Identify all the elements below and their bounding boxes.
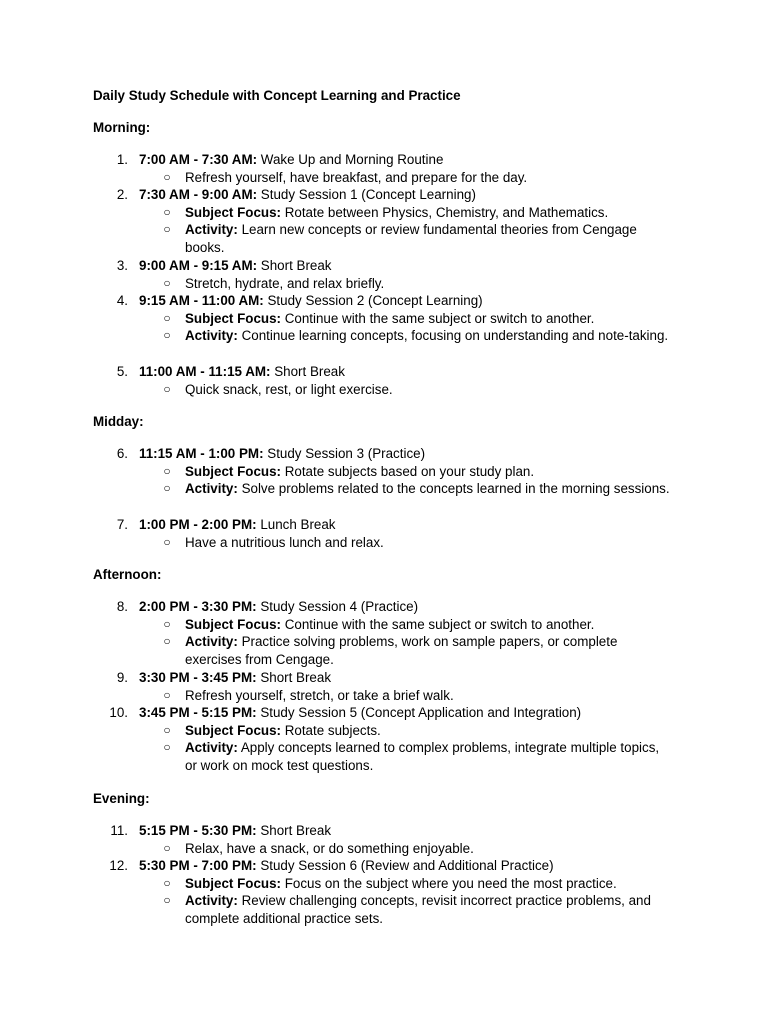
subitem-text: Stretch, hydrate, and relax briefly. (185, 275, 385, 291)
subitem (0, 840, 768, 858)
item-label: Study Session 2 (Concept Learning) (267, 293, 483, 308)
item-number: 10. (109, 705, 128, 720)
subitem-key: Subject Focus: (185, 463, 281, 479)
section-heading-midday: Midday: (93, 414, 144, 429)
item-number: 8. (116, 599, 128, 614)
item-number: 7. (116, 517, 128, 532)
circle-bullet-icon: ○ (163, 740, 171, 755)
item-label: Study Session 1 (Concept Learning) (260, 187, 476, 202)
circle-bullet-icon: ○ (163, 310, 171, 325)
circle-bullet-icon: ○ (163, 481, 171, 496)
subitem-text: Review challenging concepts, revisit incorrect practice problems, and complete additional practice sets. (185, 893, 651, 927)
item-number: 6. (116, 446, 128, 461)
subitem-key: Subject Focus: (185, 875, 281, 891)
item-number: 2. (116, 187, 128, 202)
item-time: 9:15 AM - 11:00 AM: (139, 293, 264, 308)
item-number: 3. (116, 258, 128, 273)
subitem (0, 204, 768, 222)
circle-bullet-icon: ○ (163, 722, 171, 737)
item-number: 9. (116, 670, 128, 685)
subitem-key: Activity: (185, 328, 238, 344)
circle-bullet-icon: ○ (163, 328, 171, 343)
item-label: Lunch Break (260, 517, 336, 532)
subitem-text: Practice solving problems, work on sample papers, or complete exercises from Cengage. (185, 634, 618, 668)
subitem-text: Learn new concepts or review fundamental theories from Cengage books. (185, 222, 637, 256)
item-time: 3:45 PM - 5:15 PM: (139, 705, 257, 720)
item-number: 11. (110, 823, 128, 838)
circle-bullet-icon: ○ (163, 169, 171, 184)
item-heading (139, 257, 332, 275)
circle-bullet-icon: ○ (163, 840, 171, 855)
item-heading (139, 857, 554, 875)
subitem-key: Activity: (185, 634, 238, 650)
circle-bullet-icon: ○ (163, 463, 171, 478)
item-number: 12. (109, 858, 128, 873)
subitem-text: Rotate subjects based on your study plan. (284, 463, 535, 479)
subitem (0, 534, 768, 552)
item-heading (139, 363, 345, 381)
item-time: 7:00 AM - 7:30 AM: (139, 152, 258, 167)
item-time: 11:15 AM - 1:00 PM: (139, 446, 264, 461)
subitem-text: Continue learning concepts, focusing on understanding and note-taking. (241, 328, 669, 344)
subitem-text: Continue with the same subject or switch to another. (284, 310, 595, 326)
subitem (0, 221, 768, 256)
item-time: 3:30 PM - 3:45 PM: (139, 670, 257, 685)
subitem-text: Refresh yourself, stretch, or take a brief walk. (185, 687, 454, 703)
subitem-text: Rotate subjects. (284, 722, 381, 738)
item-time: 1:00 PM - 2:00 PM: (139, 517, 257, 532)
schedule-item (0, 151, 768, 186)
item-label: Short Break (260, 258, 332, 273)
subitem-key: Subject Focus: (185, 310, 281, 326)
schedule-item (0, 186, 768, 257)
subitem-key: Subject Focus: (185, 722, 281, 738)
subitem-key: Activity: (185, 740, 238, 756)
document-title: Daily Study Schedule with Concept Learning and Practice (93, 88, 461, 103)
item-heading (139, 704, 581, 722)
item-time: 5:15 PM - 5:30 PM: (139, 823, 257, 838)
subitem-text: Solve problems related to the concepts learned in the morning sessions. (241, 481, 670, 497)
schedule-item (0, 669, 768, 704)
subitem (0, 310, 768, 328)
schedule-item (0, 445, 768, 498)
item-heading (139, 445, 425, 463)
subitem-text: Focus on the subject where you need the most practice. (284, 875, 617, 891)
subitem-text: Rotate between Physics, Chemistry, and Mathematics. (284, 204, 609, 220)
section-heading-morning: Morning: (93, 120, 151, 135)
item-time: 9:00 AM - 9:15 AM: (139, 258, 258, 273)
subitem-key: Activity: (185, 222, 238, 238)
subitem (0, 616, 768, 634)
schedule-item (0, 257, 768, 292)
item-label: Study Session 6 (Review and Additional Practice) (260, 858, 554, 873)
item-time: 11:00 AM - 11:15 AM: (139, 364, 271, 379)
item-label: Short Break (260, 823, 332, 838)
item-heading (139, 669, 331, 687)
subitem (0, 687, 768, 705)
circle-bullet-icon: ○ (163, 222, 171, 237)
item-heading (139, 186, 476, 204)
subitem (0, 722, 768, 740)
circle-bullet-icon: ○ (163, 204, 171, 219)
item-time: 2:00 PM - 3:30 PM: (139, 599, 257, 614)
item-label: Short Break (260, 670, 332, 685)
subitem (0, 875, 768, 893)
schedule-item (0, 598, 768, 669)
circle-bullet-icon: ○ (163, 634, 171, 649)
subitem (0, 739, 768, 774)
item-number: 1. (116, 152, 128, 167)
item-time: 5:30 PM - 7:00 PM: (139, 858, 257, 873)
circle-bullet-icon: ○ (163, 893, 171, 908)
subitem-key: Subject Focus: (185, 204, 281, 220)
subitem-text: Quick snack, rest, or light exercise. (185, 381, 393, 397)
section-heading-evening: Evening: (93, 791, 150, 806)
item-label: Study Session 3 (Practice) (267, 446, 426, 461)
item-time: 7:30 AM - 9:00 AM: (139, 187, 258, 202)
item-label: Study Session 4 (Practice) (260, 599, 419, 614)
subitem (0, 327, 768, 345)
subitem (0, 169, 768, 187)
circle-bullet-icon: ○ (163, 275, 171, 290)
subitem-text: Relax, have a snack, or do something enjoyable. (185, 840, 474, 856)
subitem-text: Have a nutritious lunch and relax. (185, 534, 384, 550)
subitem-text: Refresh yourself, have breakfast, and prepare for the day. (185, 169, 528, 185)
section-heading-afternoon: Afternoon: (93, 567, 162, 582)
subitem (0, 892, 768, 927)
item-heading (139, 151, 443, 169)
subitem-key: Activity: (185, 481, 238, 497)
subitem-key: Subject Focus: (185, 616, 281, 632)
item-heading (139, 292, 483, 310)
item-heading (139, 516, 336, 534)
circle-bullet-icon: ○ (163, 616, 171, 631)
schedule-item (0, 822, 768, 857)
item-label: Study Session 5 (Concept Application and Integration) (260, 705, 582, 720)
subitem-key: Activity: (185, 893, 238, 909)
subitem (0, 633, 768, 668)
item-label: Short Break (274, 364, 345, 379)
item-number: 4. (116, 293, 128, 308)
schedule-item (0, 704, 768, 775)
schedule-item (0, 292, 768, 345)
subitem-text: Continue with the same subject or switch to another. (284, 616, 595, 632)
item-heading (139, 598, 418, 616)
circle-bullet-icon: ○ (163, 381, 171, 396)
circle-bullet-icon: ○ (163, 687, 171, 702)
subitem (0, 381, 768, 399)
schedule-item (0, 516, 768, 551)
item-heading (139, 822, 331, 840)
subitem-text: Apply concepts learned to complex problems, integrate multiple topics, or work on mock test questions. (185, 740, 660, 774)
schedule-item (0, 857, 768, 928)
item-number: 5. (116, 364, 128, 379)
subitem (0, 480, 768, 498)
circle-bullet-icon: ○ (163, 534, 171, 549)
circle-bullet-icon: ○ (163, 875, 171, 890)
item-label: Wake Up and Morning Routine (260, 152, 444, 167)
subitem (0, 275, 768, 293)
subitem (0, 463, 768, 481)
schedule-item (0, 363, 768, 398)
